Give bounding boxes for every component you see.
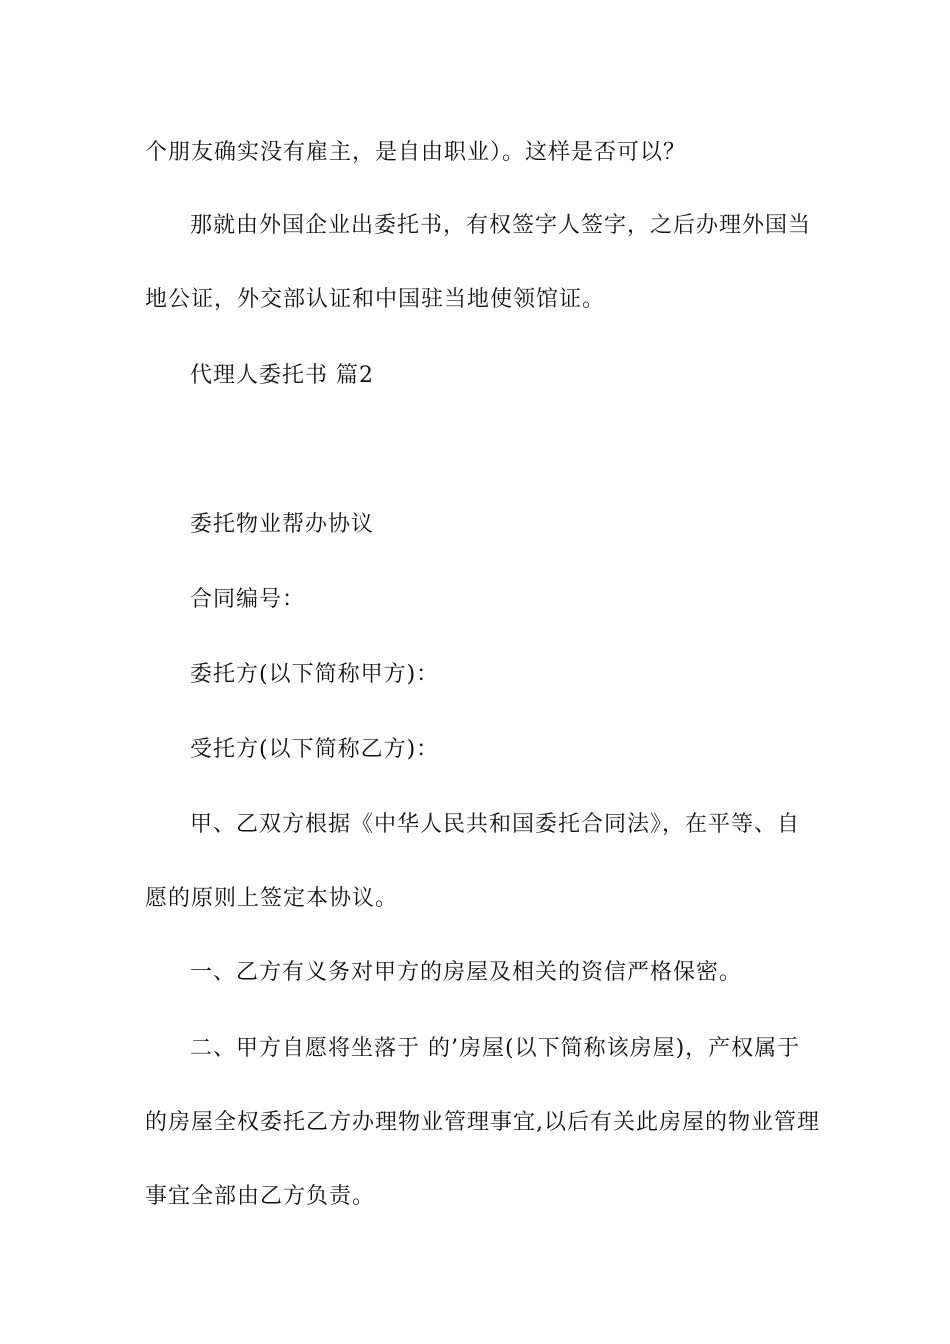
paragraph-line-3: 地公证，外交部认证和中国驻当地使领馆证。 <box>145 287 606 312</box>
party-a-label: 委托方(以下简称甲方)： <box>190 662 440 687</box>
agreement-title: 委托物业帮办协议 <box>190 512 375 537</box>
paragraph-line-1: 个朋友确实没有雇主，是自由职业）。这样是否可以？ <box>145 140 687 165</box>
paragraph-line-2: 那就由外国企业出委托书，有权签字人签字，之后办理外国当 <box>190 213 812 238</box>
clause-two-line-3: 事宜全部由乙方负责。 <box>145 1184 376 1209</box>
clause-two-line-2: 的房屋全权委托乙方办理物业管理事宜,以后有关此房屋的物业管理 <box>145 1110 820 1135</box>
party-b-label: 受托方(以下简称乙方)： <box>190 737 440 762</box>
contract-number-label: 合同编号： <box>190 587 306 612</box>
clause-one: 一、乙方有义务对甲方的房屋及相关的资信严格保密。 <box>190 960 743 985</box>
paragraph-line-10: 愿的原则上签定本协议。 <box>145 886 399 911</box>
paragraph-line-9: 甲、乙双方根据《中华人民共和国委托合同法》，在平等、自 <box>190 812 801 837</box>
clause-two-line-1: 二、甲方自愿将坐落于 的’房屋(以下简称该房屋)，产权属于 <box>190 1036 801 1061</box>
section-heading: 代理人委托书 篇2 <box>190 363 374 388</box>
